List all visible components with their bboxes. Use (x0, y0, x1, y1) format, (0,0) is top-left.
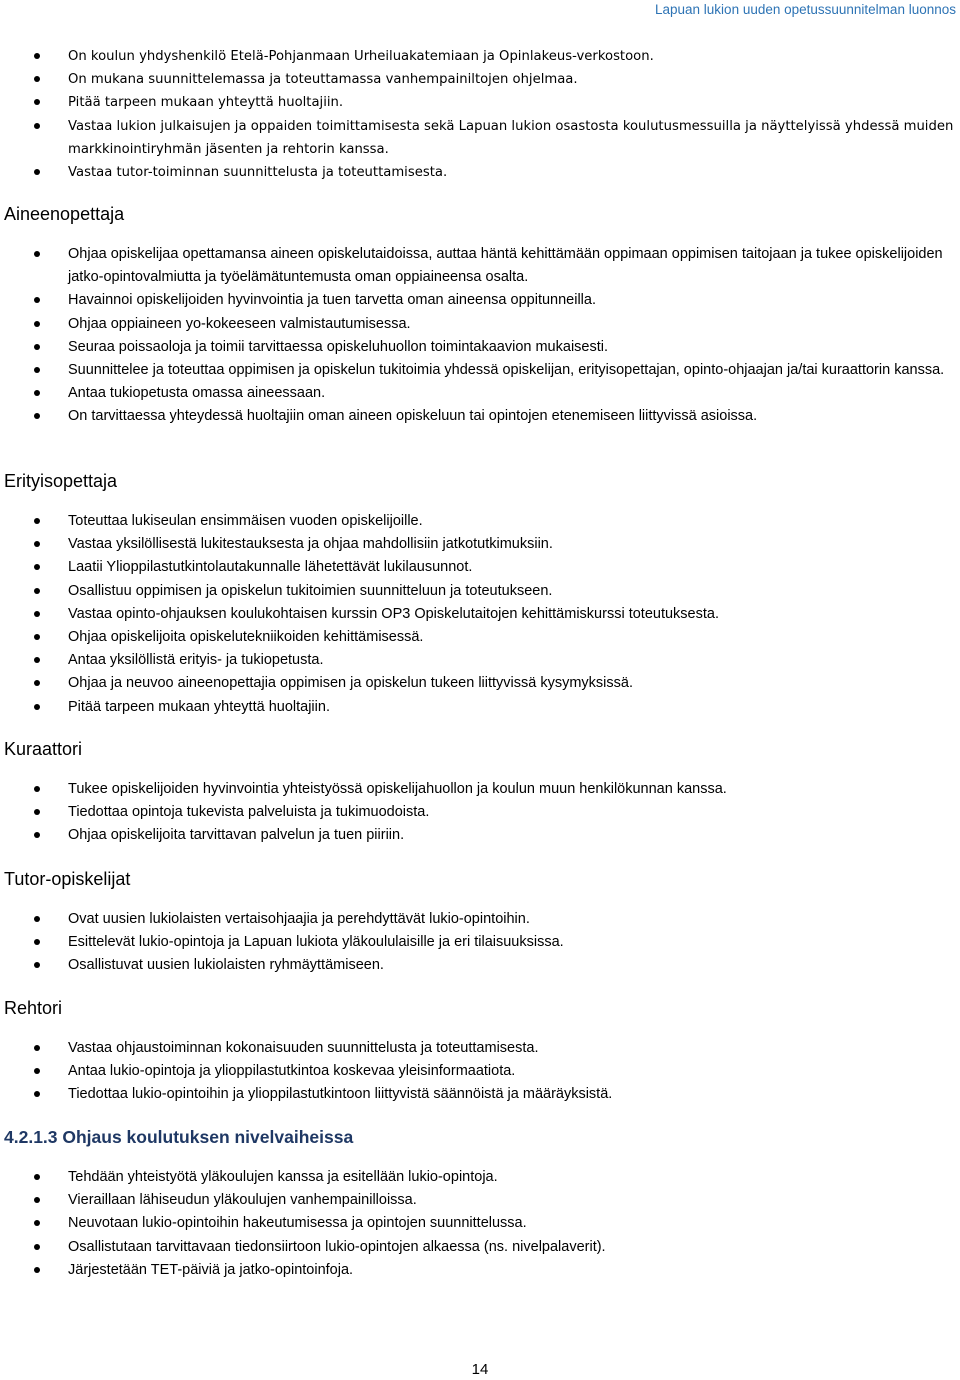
bullet-list (0, 908, 960, 978)
bullet-icon (34, 367, 40, 373)
bullet-icon (34, 704, 40, 710)
bullet-icon (34, 564, 40, 570)
bullet-icon (34, 832, 40, 838)
list-item (0, 313, 960, 336)
list-item-text: Toteuttaa lukiseulan ensimmäisen vuoden opiskelijoille. (68, 513, 423, 529)
section-coordinator-tasks (0, 45, 960, 184)
list-item-text: Neuvotaan lukio-opintoihin hakeutumisessa ja opintojen suunnittelussa. (68, 1215, 527, 1232)
list-item (0, 954, 960, 977)
bullet-icon (34, 939, 40, 945)
section-heading-kuraattori: Kuraattori (4, 739, 83, 759)
bullet-icon (34, 1220, 40, 1226)
section-heading-aineenopettaja: Aineenopettaja (4, 204, 125, 224)
list-item (0, 580, 960, 603)
bullet-list (0, 45, 960, 184)
list-item-text: Vastaa yksilöllisestä lukitestauksesta ja ohjaa mahdollisiin jatkotutkimuksiin. (68, 536, 553, 553)
list-item-text: Antaa tukiopetusta omassa aineessaan. (68, 385, 326, 402)
list-item-text: Laatii Ylioppilastutkintolautakunnalle lähetettävät lukilausunnot. (68, 559, 473, 576)
bullet-icon (34, 413, 40, 419)
list-item (0, 336, 960, 359)
list-item (0, 778, 960, 801)
section-heading-rehtori: Rehtori (4, 998, 63, 1018)
list-item (0, 1259, 960, 1282)
list-item (0, 672, 960, 695)
bullet-icon (34, 809, 40, 815)
list-item (0, 533, 960, 556)
list-item-text: Ohjaa opiskelijaa opettamansa aineen opiskelutaidoissa, auttaa häntä kehittämään oppimaan oppimisen taitojaan ja tukee opiskelijoiden jatko-opintovalmiutta ja työelämätuntemusta oman oppiaineensa osalta. (68, 246, 943, 286)
list-item-text: Vastaa lukion julkaisujen ja oppaiden toimittamisesta sekä Lapuan lukion osastosta koulutusmessuilla ja näyttelyissä yhdessä muiden markkinointiryhmän jäsenten ja rehtorin kanssa. (68, 118, 954, 157)
list-item-text: Tiedottaa opintoja tukevista palveluista ja tukimuodoista. (68, 804, 430, 821)
bullet-icon (34, 588, 40, 594)
bullet-icon (34, 344, 40, 350)
list-item-text: Vastaa ohjaustoiminnan kokonaisuuden suunnittelusta ja toteuttamisesta. (68, 1040, 539, 1056)
bullet-icon (34, 99, 40, 105)
section-heading-erityisopettaja: Erityisopettaja (4, 471, 118, 491)
section-erityisopettaja (0, 510, 960, 719)
bullet-list (0, 1166, 960, 1282)
bullet-list (0, 510, 960, 719)
list-item (0, 824, 960, 847)
list-item (0, 1189, 960, 1212)
list-item (0, 45, 960, 68)
running-header: Lapuan lukion uuden opetussuunnitelman luonnos (655, 2, 956, 17)
list-item (0, 556, 960, 579)
list-item (0, 510, 960, 533)
list-item-text: Havainnoi opiskelijoiden hyvinvointia ja tuen tarvetta oman aineensa oppitunneilla. (68, 292, 596, 309)
bullet-icon (34, 657, 40, 663)
list-item-text: Pitää tarpeen mukaan yhteyttä huoltajiin. (68, 698, 330, 715)
list-item (0, 1083, 960, 1106)
bullet-icon (34, 962, 40, 968)
list-item-text: On tarvittaessa yhteydessä huoltajiin oman aineen opiskeluun tai opintojen etenemiseen liittyvissä asioissa. (68, 408, 758, 425)
list-item (0, 1166, 960, 1189)
list-item-text: Järjestetään TET-päiviä ja jatko-opintoinfoja. (68, 1261, 354, 1278)
list-item-text: Osallistutaan tarvittavaan tiedonsiirtoon lukio-opintojen alkaessa (ns. nivelpalaverit). (68, 1238, 606, 1255)
bullet-icon (34, 123, 40, 129)
list-item-text: Vieraillaan lähiseudun yläkoulujen vanhempainilloissa. (68, 1192, 417, 1209)
list-item-text: Antaa lukio-opintoja ja ylioppilastutkintoa koskevaa yleisinformaatiota. (68, 1063, 516, 1080)
section-heading-tutor-opiskelijat: Tutor-opiskelijat (4, 869, 131, 889)
list-item-text: Osallistuvat uusien lukiolaisten ryhmäyttämiseen. (68, 957, 384, 974)
list-item (0, 68, 960, 91)
bullet-icon (34, 1045, 40, 1051)
list-item (0, 243, 960, 289)
bullet-list (0, 778, 960, 848)
list-item (0, 115, 960, 161)
list-item (0, 801, 960, 824)
list-item (0, 603, 960, 626)
list-item (0, 1236, 960, 1259)
bullet-icon (34, 1091, 40, 1097)
list-item (0, 1060, 960, 1083)
bullet-icon (34, 1197, 40, 1203)
list-item-text: On mukana suunnittelemassa ja toteuttamassa vanhempainiltojen ohjelmaa. (68, 72, 578, 88)
bullet-icon (34, 1244, 40, 1250)
section-tutor-opiskelijat (0, 908, 960, 978)
list-item (0, 626, 960, 649)
list-item (0, 405, 960, 428)
bullet-icon (34, 786, 40, 792)
bullet-icon (34, 169, 40, 175)
bullet-icon (34, 1068, 40, 1074)
list-item (0, 1037, 960, 1060)
page-number: 14 (471, 1361, 489, 1378)
list-item-text: Vastaa tutor-toiminnan suunnittelusta ja toteuttamisesta. (68, 165, 448, 181)
bullet-icon (34, 1267, 40, 1273)
bullet-icon (34, 76, 40, 82)
list-item (0, 359, 960, 382)
list-item-text: Ovat uusien lukiolaisten vertaisohjaajia ja perehdyttävät lukio-opintoihin. (68, 911, 530, 927)
list-item-text: Ohjaa ja neuvoo aineenopettajia oppimisen ja opiskelun tukeen liittyvissä kysymyksissä. (68, 675, 633, 692)
list-item (0, 696, 960, 719)
list-item-text: Tehdään yhteistyötä yläkoulujen kanssa ja esitellään lukio-opintoja. (68, 1169, 498, 1185)
bullet-icon (34, 53, 40, 59)
bullet-list (0, 1037, 960, 1107)
bullet-icon (34, 321, 40, 327)
bullet-icon (34, 1174, 40, 1180)
section-kuraattori (0, 778, 960, 848)
list-item-text: Osallistuu oppimisen ja opiskelun tukitoimien suunnitteluun ja toteutukseen. (68, 582, 553, 599)
list-item-text: Seuraa poissaoloja ja toimii tarvittaessa opiskeluhuollon toimintakaavion mukaisesti. (68, 338, 609, 355)
list-item-text: Ohjaa opiskelijoita opiskelutekniikoiden kehittämisessä. (68, 629, 424, 646)
bullet-icon (34, 916, 40, 922)
list-item-text: Ohjaa opiskelijoita tarvittavan palvelun ja tuen piiriin. (68, 827, 405, 844)
list-item-text: Antaa yksilöllistä erityis- ja tukiopetusta. (68, 652, 324, 669)
bullet-icon (34, 518, 40, 524)
list-item (0, 91, 960, 114)
bullet-icon (34, 541, 40, 547)
list-item-text: Suunnittelee ja toteuttaa oppimisen ja opiskelun tukitoimia yhdessä opiskelijan, erityisopettajan, opinto-ohjaajan ja/tai kuraattorin kanssa. (68, 362, 945, 379)
list-item (0, 1212, 960, 1235)
list-item-text: Tukee opiskelijoiden hyvinvointia yhteistyössä opiskelijahuollon ja koulun muun henkilökunnan kanssa. (68, 781, 727, 797)
list-item-text: Esittelevät lukio-opintoja ja Lapuan lukiota yläkoululaisille ja eri tilaisuuksissa. (68, 934, 564, 951)
list-item-text: Vastaa opinto-ohjauksen koulukohtaisen kurssin OP3 Opiskelutaitojen kehittämiskurssi toteutuksesta. (68, 605, 719, 622)
list-item (0, 289, 960, 312)
bullet-icon (34, 390, 40, 396)
bullet-icon (34, 251, 40, 257)
list-item-text: Tiedottaa lukio-opintoihin ja ylioppilastutkintoon liittyvistä säännöistä ja määräyksistä. (68, 1086, 613, 1103)
section-nivelvaiheet (0, 1166, 960, 1282)
list-item-text: Ohjaa oppiaineen yo-kokeeseen valmistautumisessa. (68, 315, 411, 332)
bullet-icon (34, 634, 40, 640)
list-item (0, 931, 960, 954)
bullet-icon (34, 297, 40, 303)
section-aineenopettaja (0, 243, 960, 429)
list-item-text: On koulun yhdyshenkilö Etelä-Pohjanmaan Urheiluakatemiaan ja Opinlakeus-verkostoon. (68, 49, 654, 64)
section-rehtori (0, 1037, 960, 1107)
list-item-text: Pitää tarpeen mukaan yhteyttä huoltajiin. (68, 95, 344, 111)
list-item (0, 382, 960, 405)
list-item (0, 161, 960, 184)
bullet-icon (34, 680, 40, 686)
bullet-icon (34, 611, 40, 617)
list-item (0, 908, 960, 931)
list-item (0, 649, 960, 672)
section-heading-nivelvaiheet: 4.2.1.3 Ohjaus koulutuksen nivelvaiheissa (4, 1127, 354, 1147)
bullet-list (0, 243, 960, 429)
